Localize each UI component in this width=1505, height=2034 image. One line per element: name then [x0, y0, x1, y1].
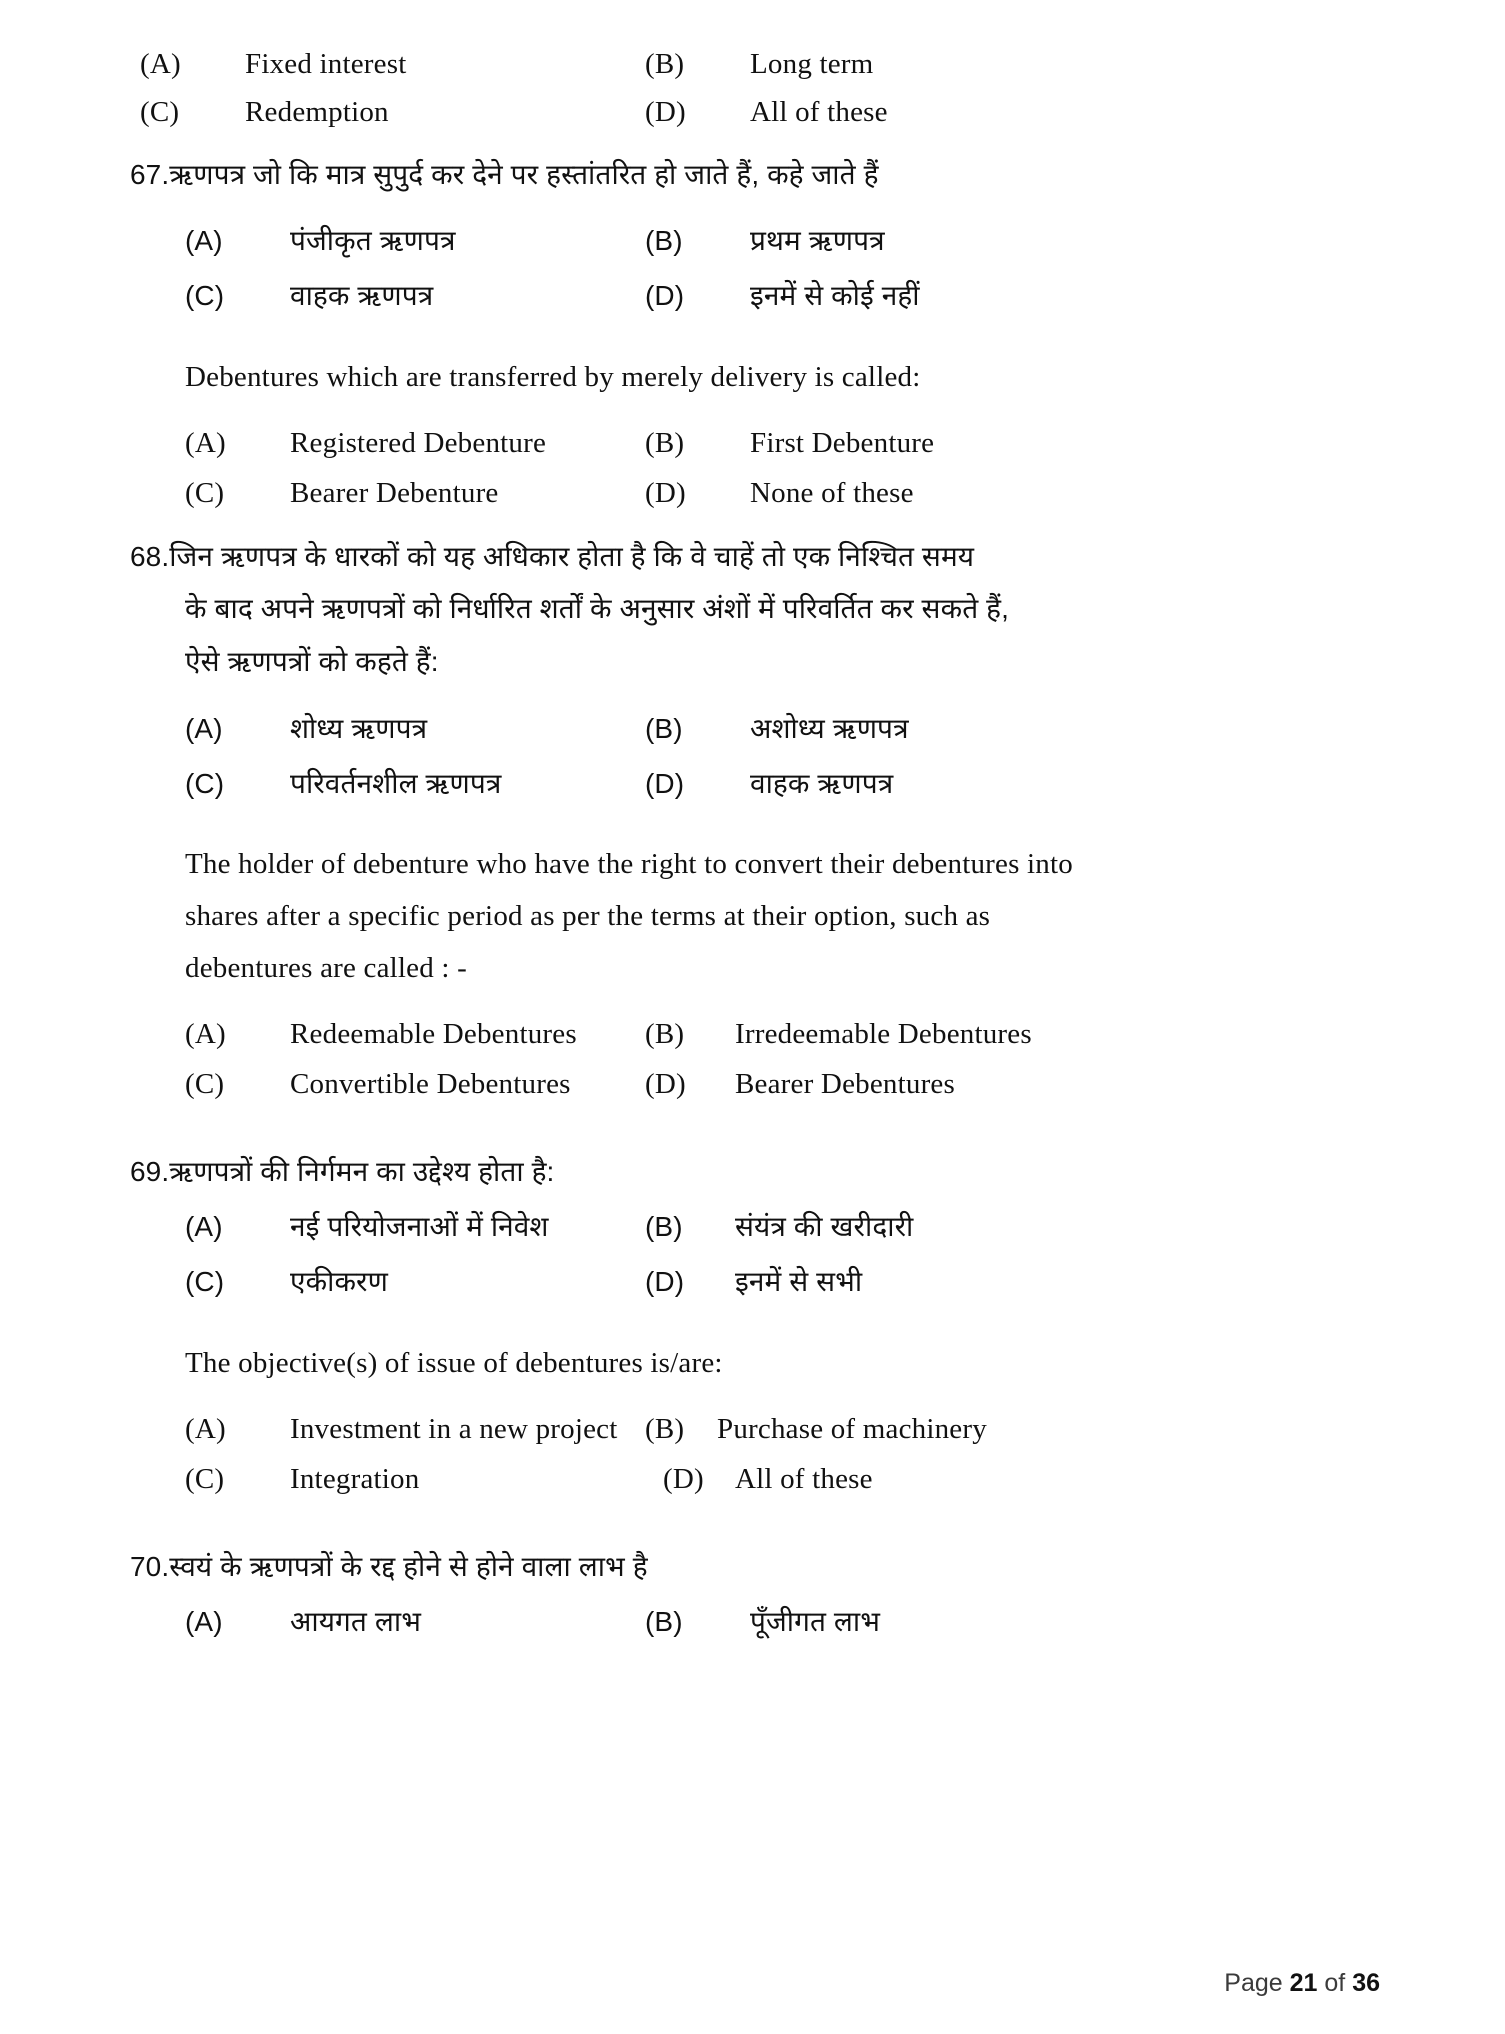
- option-label: First Debenture: [750, 427, 935, 460]
- option-label: आयगत लाभ: [290, 1606, 421, 1638]
- question-68-stem-hindi-line-2: के बाद अपने ऋणपत्रों को निर्धारित शर्तों के अनुसार अंशों में परिवर्तित कर सकते हैं,: [185, 592, 1009, 624]
- option-row: [140, 94, 1385, 132]
- option-row: [140, 1016, 1385, 1054]
- option-key: (A): [185, 427, 226, 460]
- question-68-stem-english-line-2: shares after a specific period as per the terms at their option, such as: [185, 900, 991, 933]
- page-footer: [1224, 1969, 1380, 1998]
- option-d: [645, 274, 1385, 317]
- option-label: Purchase of machinery: [717, 1413, 987, 1446]
- option-c: [140, 1260, 645, 1303]
- option-b: [645, 425, 1385, 463]
- option-b: [645, 1205, 1385, 1248]
- option-a: [140, 425, 645, 463]
- question-number: 69.: [130, 1155, 170, 1187]
- footer-page-word: Page: [1224, 1969, 1283, 1997]
- option-key: (B): [645, 1606, 683, 1638]
- option-label: Redeemable Debentures: [290, 1018, 577, 1051]
- option-a: [140, 46, 645, 84]
- option-label: नई परियोजनाओं में निवेश: [290, 1211, 549, 1243]
- question-number: 68.: [130, 540, 170, 572]
- option-d: [645, 1260, 1385, 1303]
- option-key: (C): [185, 768, 225, 800]
- question-67-stem-english: Debentures which are transferred by merely delivery is called:: [185, 360, 921, 393]
- option-row: [140, 762, 1385, 805]
- option-key: (A): [140, 48, 181, 80]
- question-number: 67.: [130, 159, 170, 191]
- option-key: (A): [185, 224, 223, 256]
- footer-total-pages: 36: [1352, 1969, 1380, 1997]
- option-key: (D): [645, 476, 686, 509]
- option-label: Convertible Debentures: [290, 1067, 571, 1100]
- option-label: अशोध्य ऋणपत्र: [750, 712, 909, 744]
- option-row: [140, 475, 1385, 513]
- option-key: (B): [645, 48, 685, 80]
- option-row: [140, 219, 1385, 262]
- option-label: All of these: [750, 95, 888, 128]
- option-a: [140, 219, 645, 262]
- option-row: [140, 274, 1385, 317]
- option-label: None of these: [750, 476, 914, 509]
- option-label: शोध्य ऋणपत्र: [290, 712, 428, 744]
- option-row: [140, 1411, 1385, 1449]
- footer-page-number: 21: [1289, 1969, 1318, 1997]
- option-label: Redemption: [245, 95, 389, 128]
- option-a: [140, 1600, 645, 1643]
- option-key: (C): [185, 1463, 225, 1496]
- question-text-line-1: जिन ऋणपत्र के धारकों को यह अधिकार होता है कि वे चाहें तो एक निश्चित समय: [169, 540, 975, 572]
- option-label: पूँजीगत लाभ: [750, 1606, 881, 1638]
- option-label: Irredeemable Debentures: [735, 1018, 1032, 1051]
- option-row: [140, 1066, 1385, 1104]
- option-b: [645, 219, 1385, 262]
- option-d: [645, 1461, 1385, 1499]
- question-text: स्वयं के ऋणपत्रों के रद्द होने से होने वाला लाभ है: [169, 1550, 648, 1582]
- option-c: [140, 94, 645, 132]
- option-label: Bearer Debentures: [735, 1067, 955, 1100]
- question-67-stem-hindi: [130, 153, 1385, 196]
- option-label: Bearer Debenture: [290, 476, 499, 509]
- option-a: [140, 707, 645, 750]
- question-text: ऋणपत्र जो कि मात्र सुपुर्द कर देने पर हस्तांतरित हो जाते हैं, कहे जाते हैं: [169, 159, 879, 191]
- option-c: [140, 274, 645, 317]
- question-69-stem-english: The objective(s) of issue of debentures is/are:: [185, 1346, 723, 1379]
- option-label: Integration: [290, 1463, 420, 1496]
- option-c: [140, 475, 645, 513]
- option-key: (D): [645, 768, 685, 800]
- option-key: (C): [185, 476, 225, 509]
- option-key: (D): [645, 1266, 685, 1298]
- footer-of-word: of: [1324, 1969, 1346, 1997]
- option-key: (A): [185, 1018, 226, 1051]
- question-68-stem-english-line-3: debentures are called : -: [185, 951, 467, 984]
- option-key: (B): [645, 1018, 685, 1051]
- option-key: (A): [185, 1211, 223, 1243]
- option-key: (D): [645, 280, 685, 312]
- question-70-stem-hindi: [130, 1545, 1385, 1588]
- question-text: ऋणपत्रों की निर्गमन का उद्देश्य होता है:: [169, 1155, 555, 1187]
- option-b: [645, 707, 1385, 750]
- option-key: (D): [663, 1463, 704, 1496]
- option-key: (D): [645, 1067, 686, 1100]
- option-a: [140, 1205, 645, 1248]
- option-label: वाहक ऋणपत्र: [290, 280, 434, 312]
- option-label: एकीकरण: [290, 1266, 388, 1298]
- option-key: (B): [645, 712, 683, 744]
- option-a: [140, 1411, 645, 1449]
- option-key: (C): [185, 280, 225, 312]
- option-row: [140, 1600, 1385, 1643]
- option-key: (A): [185, 712, 223, 744]
- option-label: All of these: [735, 1463, 873, 1496]
- option-key: (C): [185, 1266, 225, 1298]
- question-68-stem-hindi-line-3: ऐसे ऋणपत्रों को कहते हैं:: [185, 646, 439, 678]
- question-68-stem-hindi: [130, 535, 1385, 578]
- option-c: [140, 1461, 645, 1499]
- option-label: परिवर्तनशील ऋणपत्र: [290, 768, 502, 800]
- question-69-stem-hindi: [130, 1150, 1385, 1193]
- option-row: [140, 1260, 1385, 1303]
- option-key: (C): [185, 1067, 225, 1100]
- option-b: [645, 1016, 1385, 1054]
- option-row: [140, 707, 1385, 750]
- option-row: [140, 425, 1385, 463]
- option-d: [645, 1066, 1385, 1104]
- option-label: इनमें से सभी: [735, 1266, 863, 1298]
- option-key: (A): [185, 1606, 223, 1638]
- option-row: [140, 1205, 1385, 1248]
- option-label: प्रथम ऋणपत्र: [750, 224, 885, 256]
- option-key: (D): [645, 95, 686, 128]
- option-key: (B): [645, 224, 683, 256]
- option-b: [645, 46, 1385, 84]
- option-label: Fixed interest: [245, 48, 407, 80]
- option-a: [140, 1016, 645, 1054]
- option-key: (C): [140, 95, 180, 128]
- option-d: [645, 94, 1385, 132]
- option-key: (B): [645, 427, 685, 460]
- option-label: Investment in a new project: [290, 1413, 618, 1446]
- option-key: (B): [645, 1211, 683, 1243]
- question-68-stem-english-line-1: The holder of debenture who have the right to convert their debentures into: [185, 848, 1073, 881]
- option-label: Long term: [750, 48, 874, 80]
- option-key: (B): [645, 1413, 685, 1446]
- option-label: संयंत्र की खरीदारी: [735, 1211, 914, 1243]
- option-key: (A): [185, 1413, 226, 1446]
- option-row: [140, 1461, 1385, 1499]
- option-label: इनमें से कोई नहीं: [750, 280, 920, 312]
- option-label: Registered Debenture: [290, 427, 547, 460]
- option-label: वाहक ऋणपत्र: [750, 768, 894, 800]
- option-row: [140, 46, 1385, 84]
- option-d: [645, 475, 1385, 513]
- option-label: पंजीकृत ऋणपत्र: [290, 224, 456, 256]
- option-b: [645, 1411, 1385, 1449]
- option-c: [140, 762, 645, 805]
- question-number: 70.: [130, 1550, 170, 1582]
- option-c: [140, 1066, 645, 1104]
- option-b: [645, 1600, 1385, 1643]
- option-d: [645, 762, 1385, 805]
